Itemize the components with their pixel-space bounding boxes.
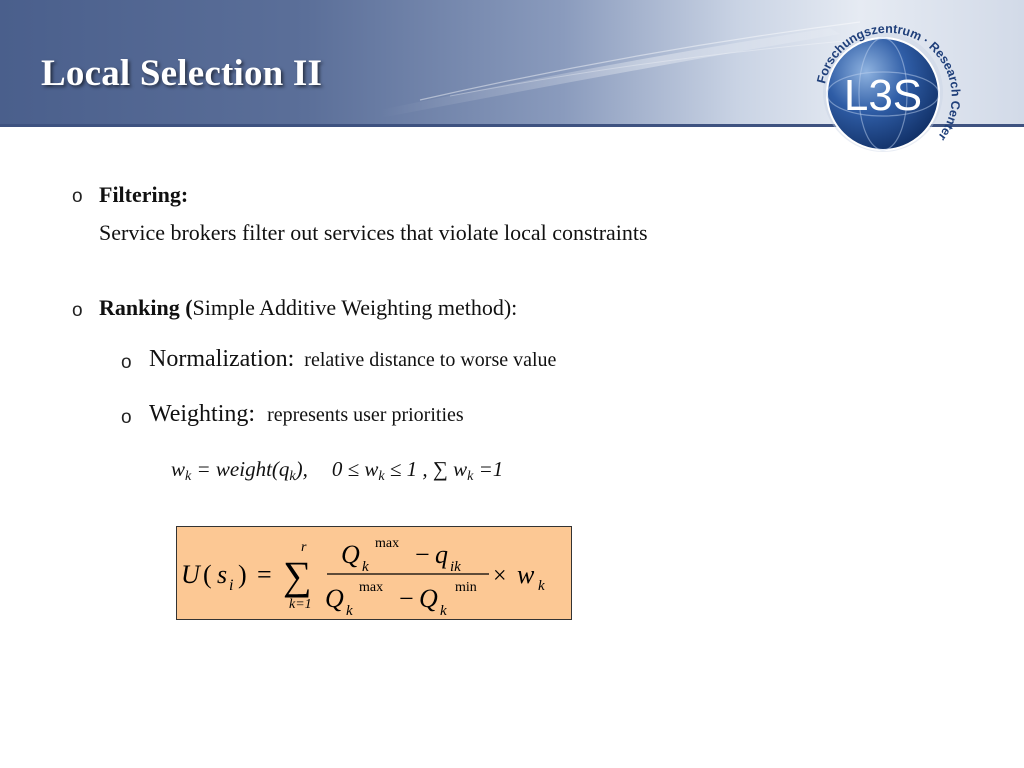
logo-mark: L3S — [843, 71, 923, 120]
den-Q: Q — [325, 584, 344, 613]
filtering-text: Service brokers filter out services that violate local constraints — [99, 220, 648, 245]
bullet-marker-ranking: o — [72, 300, 83, 321]
saw-formula — [177, 527, 573, 621]
formula-sum-symbol: ∑ — [283, 553, 312, 598]
weighting-text: represents user priorities — [267, 404, 464, 426]
num-Q: Q — [341, 540, 360, 569]
formula-weight: w — [517, 560, 535, 589]
den-Q2-sub: k — [440, 603, 447, 619]
den-minus: − — [399, 584, 414, 613]
weight-formula: $w_k$ = $weight(q_k)$, $0 \le w_k \le 1$ , ∑ $w_k =1$ — [171, 457, 504, 484]
filtering-heading: Filtering: — [99, 182, 189, 207]
num-Q-sub: k — [362, 559, 369, 575]
den-Q-sup: max — [359, 580, 384, 595]
den-Q2: Q — [419, 584, 438, 613]
num-q-sub: ik — [450, 559, 461, 575]
formula-close-paren: ) — [238, 560, 247, 589]
num-minus: − — [415, 540, 430, 569]
ranking-heading: Ranking ( — [99, 295, 193, 320]
weighting-label: Weighting: — [149, 401, 256, 427]
den-Q2-sup: min — [455, 580, 477, 595]
bullet-marker-filtering: o — [72, 186, 83, 207]
formula-weight-sub: k — [538, 578, 545, 594]
normalization-line — [149, 346, 556, 373]
ranking-line — [99, 295, 517, 321]
formula-utility-symbol: U — [181, 560, 200, 589]
ranking-text: Simple Additive Weighting method): — [192, 295, 518, 320]
formula-equals: = — [257, 560, 272, 589]
formula-sum-lower: k=1 — [289, 597, 312, 612]
weighting-line — [149, 401, 464, 428]
bullet-marker-weighting: o — [121, 407, 132, 428]
formula-sum-upper: r — [301, 540, 307, 555]
den-Q-sub: k — [346, 603, 353, 619]
bullet-marker-normalization: o — [121, 352, 132, 373]
l3s-logo — [803, 2, 973, 162]
normalization-text: relative distance to worse value — [304, 349, 557, 371]
normalization-label: Normalization: — [149, 346, 295, 372]
formula-service-symbol: s — [217, 560, 228, 589]
formula-times: × — [493, 563, 507, 589]
formula-open-paren: ( — [203, 560, 212, 589]
formula-service-index: i — [229, 577, 234, 594]
logo-ring-text: Forschungszentrum · Research Center — [814, 21, 963, 144]
slide-title: Local Selection II — [41, 53, 323, 94]
num-Q-sup: max — [375, 536, 400, 551]
num-q: q — [435, 540, 448, 569]
saw-formula-box — [176, 526, 572, 620]
